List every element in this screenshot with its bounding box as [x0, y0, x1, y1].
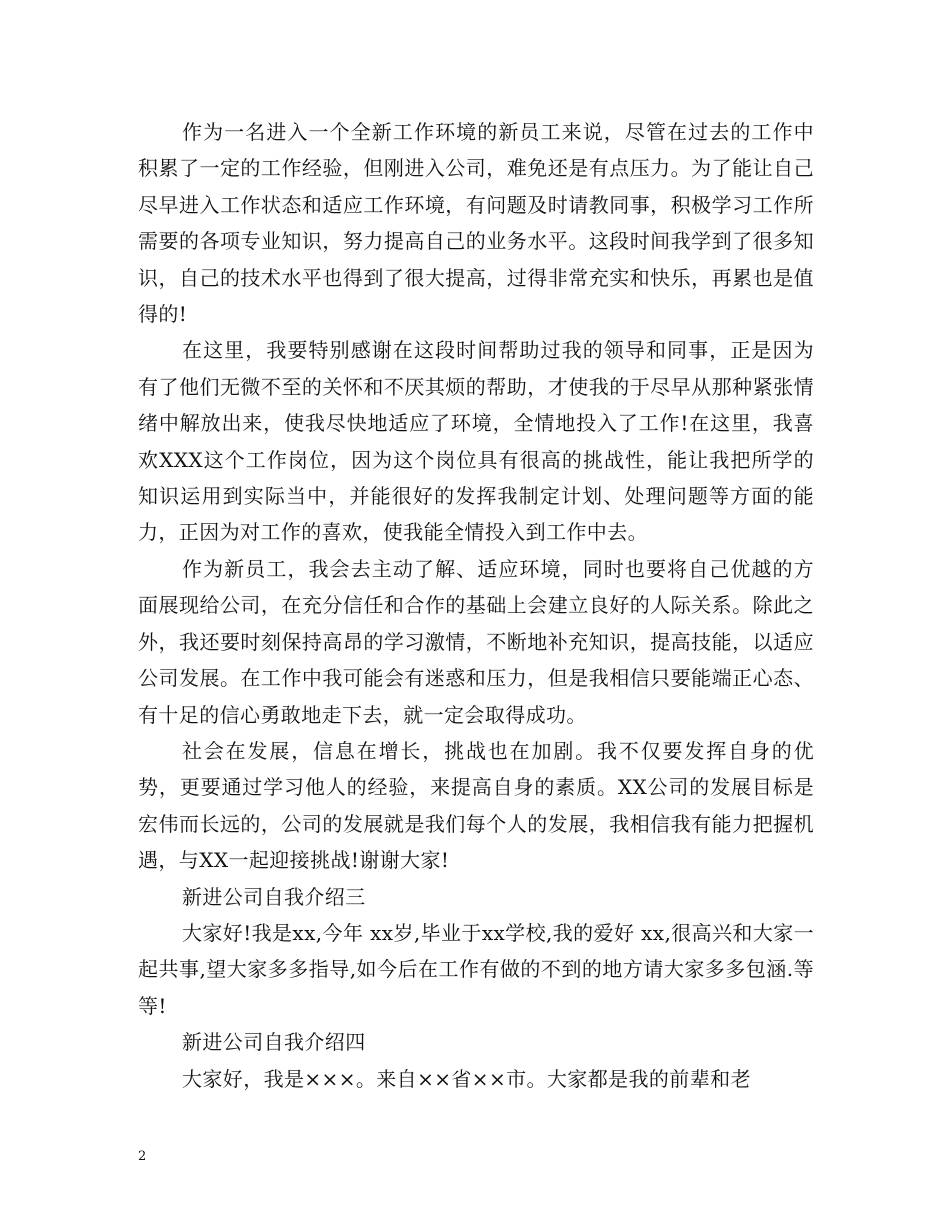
paragraph-3: 作为新员工，我会去主动了解、适应环境，同时也要将自己优越的方面展现给公司，在充分信任和合作的基础上会建立良好的人际关系。除此之外，我还要时刻保持高昂的学习激情，不断地补充知识，提高技能，以适应公司发展。在工作中我可能会有迷惑和压力，但是我相信只要能端正心态、有十足的信心勇敢地走下去，就一定会取得成功。	[138, 556, 814, 727]
page-number: 2	[138, 1149, 147, 1164]
paragraph-4: 社会在发展，信息在增长，挑战也在加剧。我不仅要发挥自身的优势，更要通过学习他人的经验，来提高自身的素质。XX公司的发展目标是宏伟而长远的，公司的发展就是我们每个人的发展，我相信我有能力把握机遇，与XX一起迎接挑战!谢谢大家!	[138, 738, 814, 873]
section-heading-four: 新进公司自我介绍四	[182, 1030, 366, 1055]
section-heading-three: 新进公司自我介绍三	[182, 884, 366, 909]
document-body	[138, 114, 814, 1097]
paragraph-1: 作为一名进入一个全新工作环境的新员工来说，尽管在过去的工作中积累了一定的工作经验，但刚进入公司，难免还是有点压力。为了能让自己尽早进入工作状态和适应工作环境，有问题及时请教同事，积极学习工作所需要的各项专业知识，努力提高自己的业务水平。这段时间我学到了很多知识，自己的技术水平也得到了很大提高，过得非常充实和快乐，再累也是值得的!	[138, 120, 814, 327]
paragraph-6: 大家好，我是×××。来自××省××市。大家都是我的前辈和老	[182, 1066, 751, 1091]
paragraph-2: 在这里，我要特别感谢在这段时间帮助过我的领导和同事，正是因为有了他们无微不至的关怀和不厌其烦的帮助，才使我的于尽早从那种紧张情绪中解放出来，使我尽快地适应了环境，全情地投入了工作!在这里，我喜欢XXX这个工作岗位，因为这个岗位具有很高的挑战性，能让我把所学的知识运用到实际当中，并能很好的发挥我制定计划、处理问题等方面的能力，正因为对工作的喜欢，使我能全情投入到工作中去。	[138, 338, 814, 545]
paragraph-5: 大家好!我是xx,今年 xx岁,毕业于xx学校,我的爱好 xx,很高兴和大家一起共事,望大家多多指导,如今后在工作有做的不到的地方请大家多多包涵.等等!	[138, 920, 815, 1018]
